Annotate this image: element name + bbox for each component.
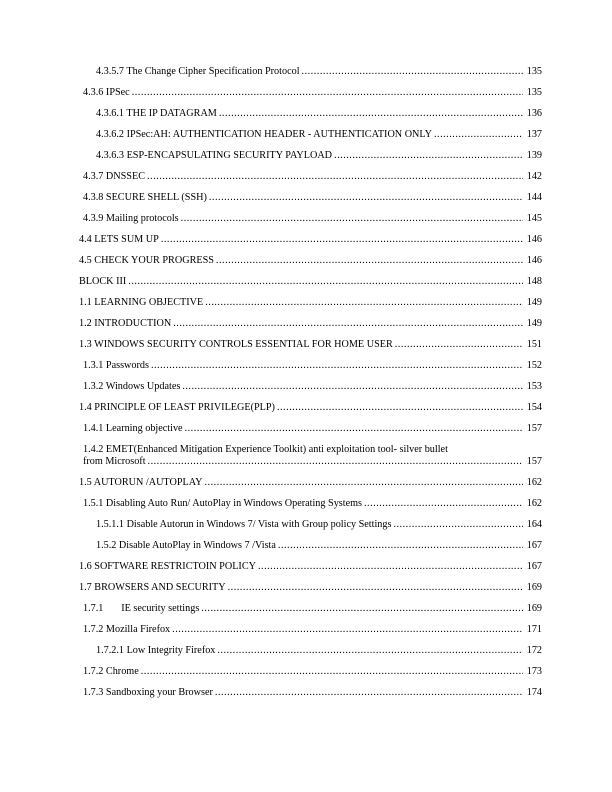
toc-entry-page: 157 [526,423,542,434]
dot-leader [205,477,524,489]
toc-entry[interactable] [79,297,542,309]
toc-entry-page: 151 [526,339,542,350]
toc-entry[interactable] [79,87,542,99]
toc-entry[interactable] [79,519,542,531]
toc-entry-title: 1.5 AUTORUN /AUTOPLAY [79,477,203,488]
toc-entry[interactable] [79,561,542,573]
toc-entry-title: BLOCK III [79,276,127,287]
toc-entry[interactable] [79,234,542,246]
toc-entry-title: 4.3.7 DNSSEC [83,171,145,182]
toc-entry-page: 135 [526,66,542,77]
toc-entry-title: 1.4.2 EMET(Enhanced Mitigation Experience Toolkit) anti exploitation tool- silver bullet [83,444,448,455]
toc-entry-title: 1.5.2 Disable AutoPlay in Windows 7 /Vista [96,540,276,551]
dot-leader [278,540,523,552]
toc-entry-page: 172 [526,645,542,656]
toc-entry[interactable] [79,381,542,393]
toc-entry-page: 154 [526,402,542,413]
toc-entry-title-continued: from Microsoft [83,456,146,467]
dot-leader [219,108,523,120]
dot-leader [215,687,523,699]
dot-leader [148,456,523,468]
toc-entry[interactable] [79,402,542,414]
dot-leader [132,87,523,99]
dot-leader [228,582,523,594]
toc-entry-page: 149 [526,297,542,308]
toc-entry[interactable] [79,360,542,372]
toc-entry-page: 148 [526,276,542,287]
dot-leader [302,66,523,78]
toc-entry-page: 136 [526,108,542,119]
toc-entry[interactable] [79,129,542,141]
toc-entry-title: 4.4 LETS SUM UP [79,234,159,245]
toc-entry-page: 145 [526,213,542,224]
toc-entry[interactable] [79,477,542,489]
dot-leader [334,150,523,162]
toc-entry-page: 169 [526,582,542,593]
toc-entry-title: 1.7.1 IE security settings [83,603,200,614]
toc-entry-page: 169 [526,603,542,614]
toc-entry-page: 174 [526,687,542,698]
dot-leader [181,213,523,225]
toc-entry-title: 1.4.1 Learning objective [83,423,183,434]
toc-entry-title: 1.4 PRINCIPLE OF LEAST PRIVILEGE(PLP) [79,402,275,413]
toc-entry-page: 157 [526,456,542,467]
toc-entry[interactable] [79,339,542,351]
dot-leader [147,171,523,183]
toc-entry[interactable] [79,255,542,267]
toc-entry[interactable] [79,213,542,225]
toc-entry-title: 4.3.9 Mailing protocols [83,213,179,224]
toc-entry-title: 1.2 INTRODUCTION [79,318,172,329]
toc-entry-page: 135 [526,87,542,98]
toc-entry-page: 167 [526,540,542,551]
dot-leader [395,339,523,351]
toc-entry-title: 1.7.2.1 Low Integrity Firefox [96,645,216,656]
toc-entry-title: 1.5.1.1 Disable Autorun in Windows 7/ Vista with Group policy Settings [96,519,392,530]
toc-entry-page: 144 [526,192,542,203]
toc-entry[interactable] [79,498,542,510]
dot-leader [201,603,523,615]
toc-entry[interactable] [79,276,542,288]
toc-entry-page: 162 [526,498,542,509]
toc-entry[interactable] [79,645,542,657]
dot-leader [172,624,523,636]
toc-entry-page: 152 [526,360,542,371]
toc-entry[interactable] [79,687,542,699]
toc-entry-page: 164 [526,519,542,530]
toc-entry-title: 1.7.3 Sandboxing your Browser [83,687,213,698]
dot-leader [364,498,523,510]
toc-entry-title: 4.5 CHECK YOUR PROGRESS [79,255,214,266]
toc-entry-page: 146 [526,255,542,266]
dot-leader [205,297,523,309]
dot-leader [216,255,523,267]
toc-entry-page: 149 [526,318,542,329]
dot-leader [141,666,523,678]
dot-leader [217,645,523,657]
toc-entry-title: 4.3.6 IPSec [83,87,130,98]
toc-entry-page: 139 [526,150,542,161]
toc-entry[interactable] [79,171,542,183]
toc-entry-title: 4.3.6.2 IPSec:AH: AUTHENTICATION HEADER - AUTHENTICATION ONLY [96,129,432,140]
toc-entry[interactable] [79,444,542,468]
toc-entry-title: 1.3.2 Windows Updates [83,381,181,392]
toc-entry[interactable] [79,318,542,330]
dot-leader [258,561,523,573]
toc-entry-page: 137 [526,129,542,140]
toc-entry[interactable] [79,603,542,615]
toc-entry-title: 1.7.2 Chrome [83,666,139,677]
dot-leader [161,234,523,246]
toc-entry[interactable] [79,66,542,78]
toc-entry-title: 1.3 WINDOWS SECURITY CONTROLS ESSENTIAL FOR HOME USER [79,339,393,350]
toc-entry-page: 171 [526,624,542,635]
toc-entry[interactable] [79,150,542,162]
toc-entry-page: 153 [526,381,542,392]
dot-leader [182,381,523,393]
toc-entry-title: 1.3.1 Passwords [83,360,149,371]
toc-entry[interactable] [79,192,542,204]
toc-entry-page: 173 [526,666,542,677]
dot-leader [209,192,523,204]
toc-entry-title: 4.3.8 SECURE SHELL (SSH) [83,192,207,203]
toc-entry-title: 1.7 BROWSERS AND SECURITY [79,582,226,593]
dot-leader [173,318,523,330]
toc-entry-page: 162 [526,477,542,488]
toc-entry-title: 4.3.6.3 ESP-ENCAPSULATING SECURITY PAYLOAD [96,150,333,161]
toc-entry[interactable] [79,540,542,552]
table-of-contents [79,66,542,708]
dot-leader [151,360,523,372]
dot-leader [434,129,523,141]
toc-entry-title: 1.1 LEARNING OBJECTIVE [79,297,204,308]
toc-entry-title: 1.5.1 Disabling Auto Run/ AutoPlay in Windows Operating Systems [83,498,362,509]
dot-leader [393,519,523,531]
toc-entry-page: 146 [526,234,542,245]
toc-entry[interactable] [79,666,542,678]
toc-entry-page: 167 [526,561,542,572]
toc-entry[interactable] [79,423,542,435]
toc-entry-title: 1.6 SOFTWARE RESTRICTOIN POLICY [79,561,256,572]
toc-entry-page: 142 [526,171,542,182]
toc-entry-title: 1.7.2 Mozilla Firefox [83,624,171,635]
dot-leader [185,423,523,435]
toc-entry[interactable] [79,108,542,120]
dot-leader [128,276,523,288]
toc-entry[interactable] [79,582,542,594]
toc-entry-title: 4.3.5.7 The Change Cipher Specification Protocol [96,66,300,77]
toc-entry-title: 4.3.6.1 THE IP DATAGRAM [96,108,217,119]
dot-leader [277,402,523,414]
toc-entry[interactable] [79,624,542,636]
